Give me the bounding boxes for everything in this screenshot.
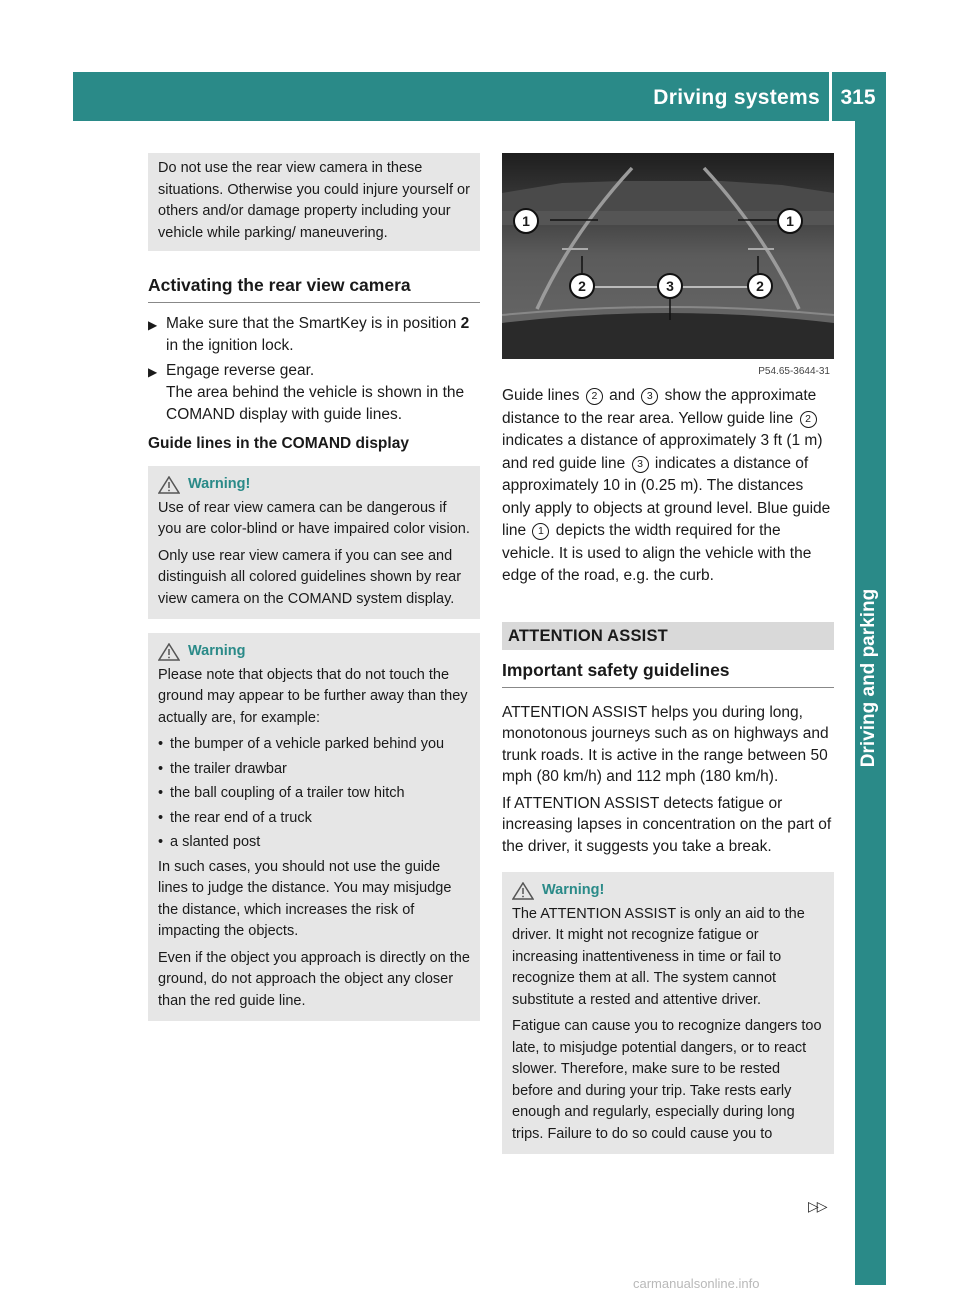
footer-watermark: carmanualsonline.info (633, 1276, 760, 1291)
attention-assist-banner: ATTENTION ASSIST (502, 622, 834, 650)
side-tab-label: Driving and parking (858, 588, 879, 768)
body-paragraph: ATTENTION ASSIST helps you during long, monotonous journeys such as on highways and trunk roads. It is active in the range between 50 mph (80 km/h) and 112 mph (180 km/h). (502, 703, 829, 785)
figure-code: P54.65-3644-31 (758, 366, 830, 377)
warning-text: Please note that objects that do not touch the ground may appear to be further away than they actually are, for example: (158, 666, 468, 726)
page-header (73, 72, 886, 121)
warning-header (512, 880, 824, 902)
camera-figure (502, 153, 834, 375)
list-item: • the trailer drawbar (158, 760, 287, 777)
warning-header (158, 641, 470, 663)
list-item: • the ball coupling of a trailer tow hitch (158, 785, 405, 801)
warning-text: In such cases, you should not use the guide lines to judge the distance. You may misjudge the distance, which increases the risk of impacting the objects. (158, 858, 452, 939)
warning-title: Warning! (542, 882, 605, 898)
side-tab-marker (855, 1040, 886, 1084)
num-badge: 2 (800, 411, 817, 428)
warning-triangle-icon (158, 476, 180, 494)
callout-1-right: 1 (777, 208, 803, 234)
section-title-activating: Activating the rear view camera (148, 273, 480, 303)
step-2-text: Engage reverse gear. The area behind the vehicle is shown in the COMAND display with guide lines. (166, 362, 465, 423)
warning-box-color (148, 466, 480, 619)
right-column (502, 153, 834, 1154)
intro-note-box (148, 153, 480, 251)
warning-title: Warning (188, 643, 246, 659)
warning-box-attention (502, 872, 834, 1154)
page-number: 315 (840, 86, 876, 109)
rear-camera-image (502, 153, 834, 375)
list-item: • a slanted post (158, 834, 261, 850)
step-1 (148, 313, 480, 357)
callout-2-left: 2 (569, 273, 595, 299)
warning-text: Use of rear view camera can be dangerous if you are color-blind or have impaired color vision. (158, 499, 470, 537)
step-2 (148, 360, 480, 426)
warning-header (158, 474, 470, 496)
chapter-title: Driving systems (653, 86, 820, 109)
warning-triangle-icon (158, 643, 180, 661)
num-badge: 3 (641, 388, 658, 405)
guide-lines-description: Guide lines 2 and 3 show the approximate distance to the rear area. Yellow guide line 2 indicates a distance of approximately 3 ft (1 m) and red guide line 3 indicates a distance of approximately 10 in (0.25 m). The distances only apply to objects at ground level. Blue guide line 1 depicts the width required for the vehicle. It is used to align the vehicle with the edge of the road, e.g. the curb. (502, 387, 831, 584)
step-result: The area behind the vehicle is shown in the COMAND display with guide lines. (166, 384, 465, 423)
list-item: • the bumper of a vehicle parked behind you (158, 736, 445, 752)
continue-arrows-icon: ▷▷ (808, 1198, 826, 1214)
warning-triangle-icon (512, 882, 534, 900)
callout-2-right: 2 (747, 273, 773, 299)
callout-3: 3 (657, 273, 683, 299)
subheading-guide-lines: Guide lines in the COMAND display (148, 435, 409, 452)
step-arrow-icon: ▶ (148, 318, 158, 332)
warning-text: Only use rear view camera if you can see and distinguish all colored guidelines shown by rear view camera on the COMAND system display. (158, 547, 462, 607)
warning-text: Fatigue can cause you to recognize dangers too late, to misjudge potential dangers, or to react slower. Therefore, make sure to be rested before and during your trip. Take rests early enough and regularly, especially during long trips. Failure to do so could cause you to (512, 1018, 822, 1142)
callout-1-left: 1 (513, 208, 539, 234)
header-divider (829, 72, 832, 121)
warning-text: The ATTENTION ASSIST is only an aid to the driver. It might not recognize fatigue or increasing inattentiveness in time or fail to recognize them at all. The system cannot substitute a rested and attentive driver. (512, 905, 805, 1008)
list-item: • the rear end of a truck (158, 809, 312, 826)
left-column (148, 153, 480, 1021)
warning-title: Warning! (188, 476, 251, 492)
step-1-text: Make sure that the SmartKey is in position 2 in the ignition lock. (166, 315, 470, 354)
num-badge: 3 (632, 456, 649, 473)
intro-note-text: Do not use the rear view camera in these situations. Otherwise you could injure yourself or others and/or damage property including your vehicle while parking/ maneuvering. (158, 160, 470, 241)
step-arrow-icon: ▶ (148, 365, 158, 379)
body-paragraph: If ATTENTION ASSIST detects fatigue or increasing lapses in concentration on the part of the driver, it suggests you take a break. (502, 794, 832, 855)
warning-text: Even if the object you approach is directly on the ground, do not approach the object any closer than the red guide line. (158, 949, 470, 1009)
section-title-safety: Important safety guidelines (502, 658, 834, 688)
warning-box-objects (148, 633, 480, 1021)
num-badge: 1 (532, 523, 549, 540)
num-badge: 2 (586, 388, 603, 405)
